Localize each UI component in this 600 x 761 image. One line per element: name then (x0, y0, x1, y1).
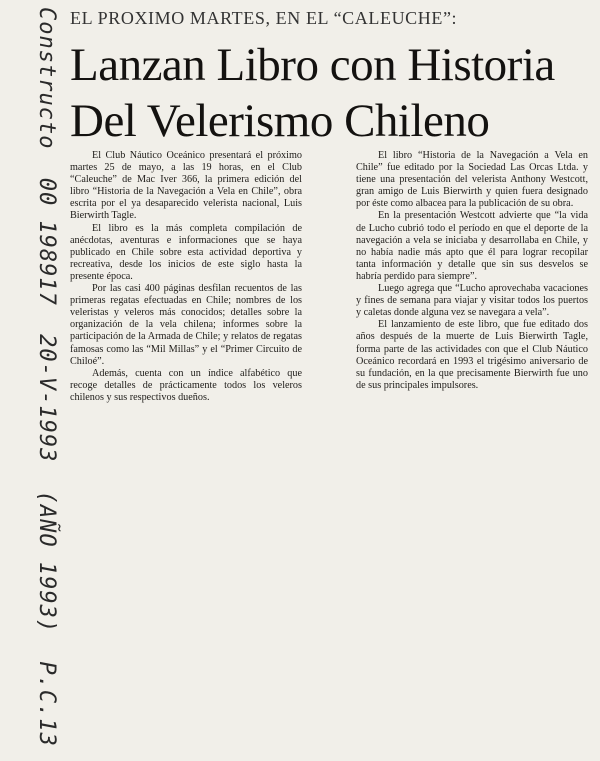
margin-note-ref: P.C.13 (34, 661, 59, 747)
headline-line-1: Lanzan Libro con Historia (70, 39, 555, 91)
article-column-right (356, 150, 588, 392)
article-kicker: EL PROXIMO MARTES, EN EL “CALEUCHE”: (70, 8, 458, 28)
body-paragraph: El libro es la más completa compilación de anécdotas, aventuras e informaciones que se haya publicado en Chile sobre esta actividad deportiva y recreativa, desde los inicios de este siglo hasta la presente época. (70, 222, 302, 282)
margin-note-date: 20-V-1993 (34, 334, 59, 463)
article-column-left (70, 150, 302, 404)
body-paragraph: El libro “Historia de la Navegación a Vela en Chile” fue editado por la Sociedad Las Orcas Ltda. y tiene una presentación del velerista Anthony Westcott, gran amigo de Luis Bierwirth y quien fuera designado por éste como albacea para la publicación de su obra. (356, 150, 588, 210)
handwritten-margin-note (19, 7, 59, 747)
headline-line-2: Del Velerismo Chileno (70, 95, 490, 147)
body-paragraph: Por las casi 400 páginas desfilan recuentos de las primeras regatas efectuadas en Chile; nombres de los veleristas y veleros más conocidos; detalles sobre la organización de la vela chilena; informes sobre la participación de la Armada de Chile; y relatos de regatas famosas como las “Mil Millas” y el “Primer Circuito de Chiloé”. (70, 283, 302, 367)
margin-note-code: 00 198917 (34, 177, 59, 306)
body-paragraph: El lanzamiento de este libro, que fue editado dos años después de la muerte de Luis Bierwirth Tagle, forma parte de las actividades con que el Club Náutico Oceánico recordará en 1993 el trigésimo aniversario de su fundación, en la que precisamente Bierwirth fue uno de sus principales impulsores. (356, 319, 588, 391)
body-paragraph: Además, cuenta con un índice alfabético que recoge detalles de prácticamente todos los veleros chilenos y sus respectivos dueños. (70, 367, 302, 403)
margin-note-source: Constructo (34, 7, 59, 150)
body-paragraph: El Club Náutico Oceánico presentará el próximo martes 25 de mayo, a las 19 horas, en el Club “Caleuche” de Mac Iver 366, la primera edición del libro “Historia de la Navegación a Vela en Chile”, obra escrita por el ya desaparecido velerista nacional, Luis Bierwirth Tagle. (70, 150, 302, 222)
body-paragraph: En la presentación Westcott advierte que “la vida de Lucho cubrió todo el período en que el deporte de la navegación a vela se iniciaba y desarrollaba en Chile, y no había nadie más apto que él para lograr recopilar tanta información y detalle que sin sus desvelos se habría perdido para siempre”. (356, 210, 588, 282)
margin-note-year: (AÑO 1993) (34, 490, 59, 634)
body-paragraph: Luego agrega que “Lucho aprovechaba vacaciones y fines de semana para viajar y visitar todos los puertos y caletas donde alguna vez se navegara a vela”. (356, 283, 588, 319)
